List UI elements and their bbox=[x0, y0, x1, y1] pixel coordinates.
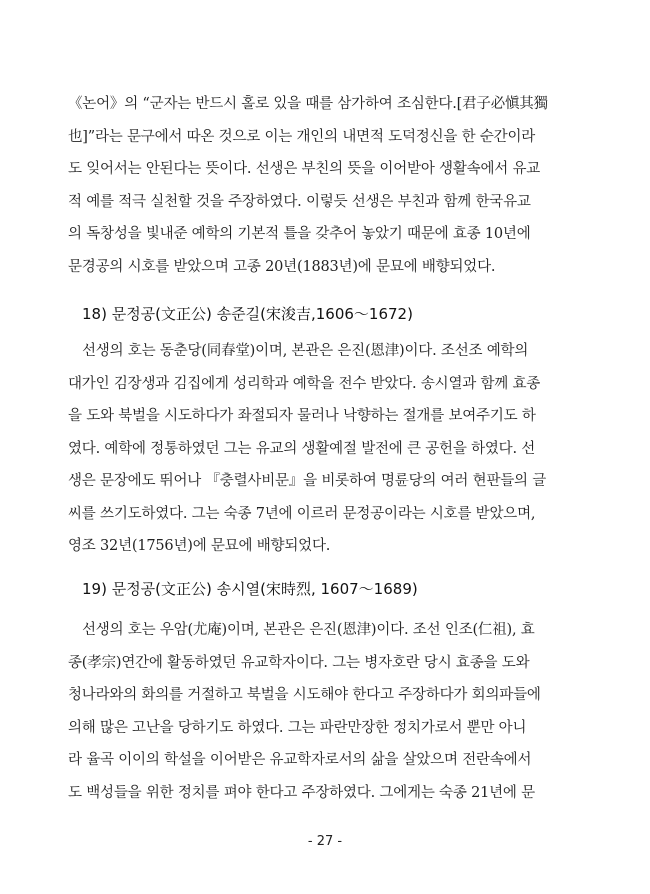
paragraph-18 bbox=[68, 335, 584, 563]
text-line: 였다. 예학에 정통하였던 그는 유교의 생활예절 발전에 큰 공헌을 하였다. 선 bbox=[68, 440, 536, 457]
paragraph-19 bbox=[68, 614, 584, 809]
text-line: 也]”라는 문구에서 따온 것으로 이는 개인의 내면적 도덕정신을 한 순간이라 bbox=[68, 128, 536, 145]
text-line: 의 독창성을 빛내준 예학의 기본적 틀을 갖추어 놓았기 때문에 효종 10년에 bbox=[68, 226, 531, 242]
text-line: 영조 32년(1756년)에 문묘에 배향되었다. bbox=[68, 538, 331, 554]
page-number: - 27 - bbox=[307, 834, 343, 849]
text-line: 씨를 쓰기도하였다. 그는 숙종 7년에 이르러 문정공이라는 시호를 받았으며, bbox=[68, 505, 536, 522]
text-line: 생은 문장에도 뛰어나 『충렬사비문』을 비롯하여 명륜당의 여러 현판들의 글 bbox=[68, 473, 547, 489]
text-line: 선생의 호는 우암(尤庵)이며, 본관은 은진(恩津)이다. 조선 인조(仁祖), 효 bbox=[82, 622, 535, 638]
paragraph-intro bbox=[68, 88, 584, 283]
text-line: 을 도와 북벌을 시도하다가 좌절되자 물러나 낙향하는 절개를 보여주기도 하 bbox=[68, 408, 536, 424]
section-heading-18: 18) 문정공(文正公) 송준길(宋浚吉,1606～1672) bbox=[82, 305, 413, 323]
text-line: 라 율곡 이이의 학설을 이어받은 유교학자로서의 삶을 살았으며 전란속에서 bbox=[68, 752, 532, 768]
text-line: 도 잊어서는 안된다는 뜻이다. 선생은 부친의 뜻을 이어받아 생활속에서 유교 bbox=[68, 161, 541, 177]
section-heading-19: 19) 문정공(文正公) 송시열(宋時烈, 1607～1689) bbox=[82, 580, 418, 598]
text-line: 대가인 김장생과 김집에게 성리학과 예학을 전수 받았다. 송시열과 함께 효종 bbox=[68, 375, 541, 392]
text-line: 적 예를 적극 실천할 것을 주장하였다. 이렇듯 선생은 부친과 함께 한국유교 bbox=[68, 193, 531, 210]
text-line: 《논어》의 “군자는 반드시 홀로 있을 때를 삼가하여 조심한다.[君子必愼其獨 bbox=[68, 96, 548, 112]
text-line: 선생의 호는 동춘당(同春堂)이며, 본관은 은진(恩津)이다. 조선조 예학의 bbox=[82, 343, 529, 359]
text-line: 청나라와의 화의를 거절하고 북벌을 시도해야 한다고 주장하다가 회의파들에 bbox=[68, 687, 541, 703]
text-line: 의해 많은 고난을 당하기도 하였다. 그는 파란만장한 정치가로서 뿐만 아니 bbox=[68, 719, 527, 736]
text-line: 도 백성들을 위한 정치를 펴야 한다고 주장하였다. 그에게는 숙종 21년에 문 bbox=[68, 784, 535, 801]
text-line: 종(孝宗)연간에 활동하였던 유교학자이다. 그는 병자호란 당시 효종을 도와 bbox=[68, 654, 530, 671]
text-line: 문경공의 시호를 받았으며 고종 20년(1883년)에 문묘에 배향되었다. bbox=[68, 258, 496, 275]
